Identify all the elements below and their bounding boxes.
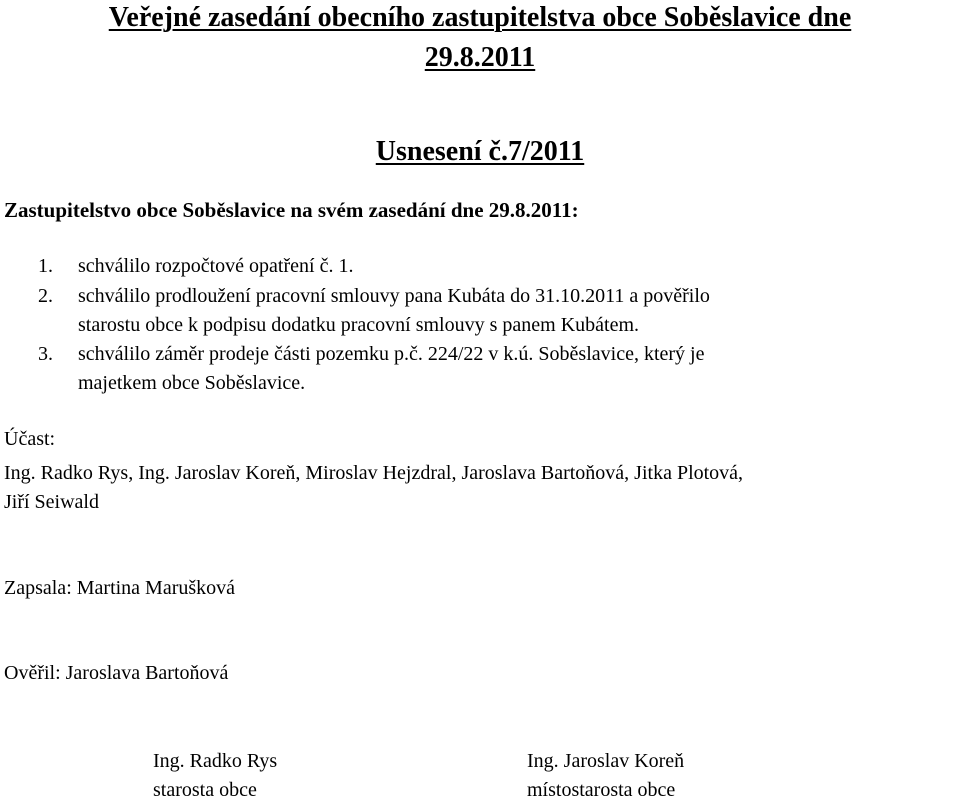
signature-name: Ing. Jaroslav Koreň — [527, 750, 685, 772]
list-item-text: schválilo prodloužení pracovní smlouvy pana Kubáta do 31.10.2011 a pověřilo — [78, 285, 710, 307]
document-title-date: 29.8.2011 — [424, 42, 536, 73]
list-item-text: schválilo rozpočtové opatření č. 1. — [78, 255, 354, 277]
signature-role: starosta obce — [153, 779, 257, 801]
verified-by: Ověřil: Jaroslava Bartoňová — [4, 662, 229, 684]
list-item — [0, 341, 960, 401]
list-item-text-continued: majetkem obce Soběslavice. — [78, 372, 306, 394]
attendance-label: Účast: — [4, 428, 56, 450]
resolution-heading: Usnesení č.7/2011 — [375, 136, 585, 167]
attendance-list-continued: Jiří Seiwald — [4, 491, 99, 513]
list-item-text: schválilo záměr prodeje části pozemku p.č. 224/22 v k.ú. Soběslavice, který je — [78, 343, 705, 365]
list-item — [0, 253, 960, 280]
list-item-text-continued: starostu obce k podpisu dodatku pracovní smlouvy s panem Kubátem. — [78, 314, 640, 336]
attendance-list: Ing. Radko Rys, Ing. Jaroslav Koreň, Miroslav Hejzdral, Jaroslava Bartoňová, Jitka Plotová, — [4, 462, 744, 484]
signature-role: místostarosta obce — [527, 779, 676, 801]
list-item-number: 2. — [38, 285, 53, 307]
list-item-number: 1. — [38, 255, 53, 277]
list-item-number: 3. — [38, 343, 53, 365]
list-item — [0, 283, 960, 343]
recorded-by: Zapsala: Martina Marušková — [4, 577, 236, 599]
intro-paragraph: Zastupitelstvo obce Soběslavice na svém zasedání dne 29.8.2011: — [4, 198, 579, 222]
signature-name: Ing. Radko Rys — [153, 750, 278, 772]
document-title: Veřejné zasedání obecního zastupitelstva obce Soběslavice dne — [108, 2, 852, 33]
